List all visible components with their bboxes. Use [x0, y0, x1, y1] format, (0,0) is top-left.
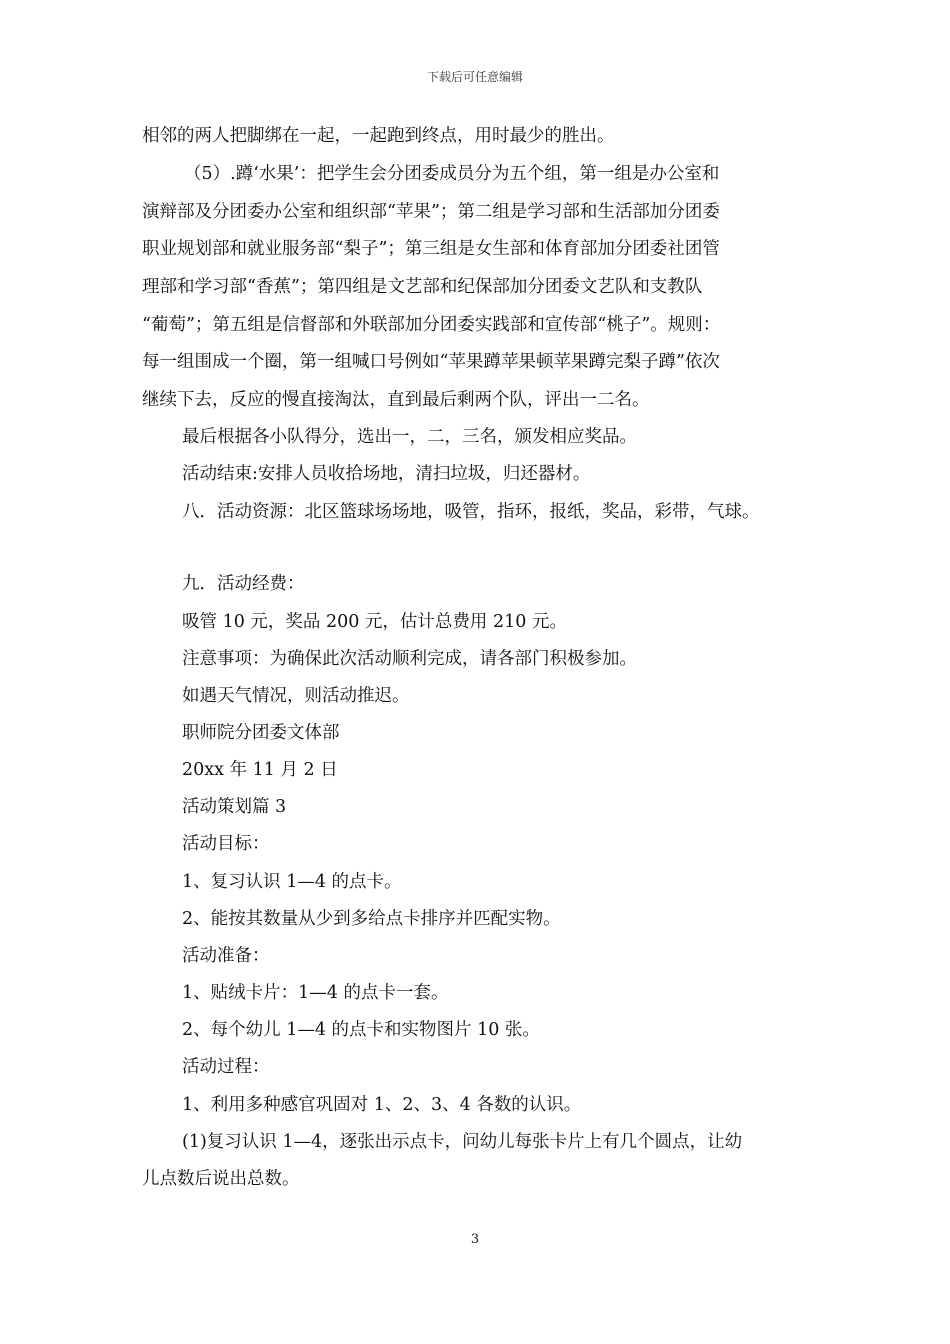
page-number: 3 [470, 1232, 480, 1247]
paragraph-line: 最后根据各小队得分，选出一，二，三名，颁发相应奖品。 [182, 427, 637, 447]
paragraph-line: 注意事项：为确保此次活动顺利完成，请各部门积极参加。 [182, 649, 637, 669]
date-line: 20xx 年 11 月 2 日 [182, 760, 338, 780]
paragraph-line: 儿点数后说出总数。 [142, 1169, 300, 1189]
section-heading: 活动目标： [182, 834, 270, 854]
page-header: 下载后可任意编辑 [426, 70, 523, 84]
section-heading: 活动准备： [182, 946, 270, 966]
paragraph-line: 如遇天气情况，则活动推迟。 [182, 686, 410, 706]
paragraph-line: 演辩部及分团委办公室和组织部“苹果”；第二组是学习部和生活部加分团委 [142, 202, 720, 222]
paragraph-line: 每一组围成一个圈，第一组喊口号例如“苹果蹲苹果顿苹果蹲完梨子蹲”依次 [142, 352, 720, 372]
section-heading: 九．活动经费： [182, 574, 305, 594]
list-item: 1、利用多种感官巩固对 1、2、3、4 各数的认识。 [182, 1095, 582, 1115]
paragraph-line: 理部和学习部“香蕉”；第四组是文艺部和纪保部加分团委文艺队和支教队 [142, 277, 703, 297]
paragraph-line: (1)复习认识 1—4，逐张出示点卡，问幼儿每张卡片上有几个圆点，让幼 [182, 1132, 743, 1152]
paragraph-line: 吸管 10 元，奖品 200 元，估计总费用 210 元。 [182, 612, 567, 632]
paragraph-line: 相邻的两人把脚绑在一起，一起跑到终点，用时最少的胜出。 [142, 126, 615, 146]
section-heading: 八．活动资源：北区篮球场场地，吸管，指环，报纸，奖品，彩带，气球。 [182, 502, 760, 522]
paragraph-line: 职业规划部和就业服务部“梨子”；第三组是女生部和体育部加分团委社团管 [142, 239, 720, 259]
list-item: 2、能按其数量从少到多给点卡排序并匹配实物。 [182, 909, 561, 929]
paragraph-line: “葡萄”；第五组是信督部和外联部加分团委实践部和宣传部“桃子”。规则： [142, 315, 721, 335]
paragraph-line: 继续下去，反应的慢直接淘汰，直到最后剩两个队，评出一二名。 [142, 390, 650, 410]
section-heading: 活动策划篇 3 [182, 797, 287, 817]
signature-line: 职师院分团委文体部 [182, 723, 340, 743]
section-heading: 活动过程： [182, 1057, 270, 1077]
list-item: 1、贴绒卡片：1—4 的点卡一套。 [182, 983, 449, 1003]
paragraph-line: （5）.蹲‘水果’：把学生会分团委成员分为五个组，第一组是办公室和 [184, 164, 720, 184]
list-item: 2、每个幼儿 1—4 的点卡和实物图片 10 张。 [182, 1020, 540, 1040]
list-item: 1、复习认识 1—4 的点卡。 [182, 872, 402, 892]
paragraph-line: 活动结束:安排人员收拾场地，清扫垃圾，归还器材。 [182, 464, 591, 484]
